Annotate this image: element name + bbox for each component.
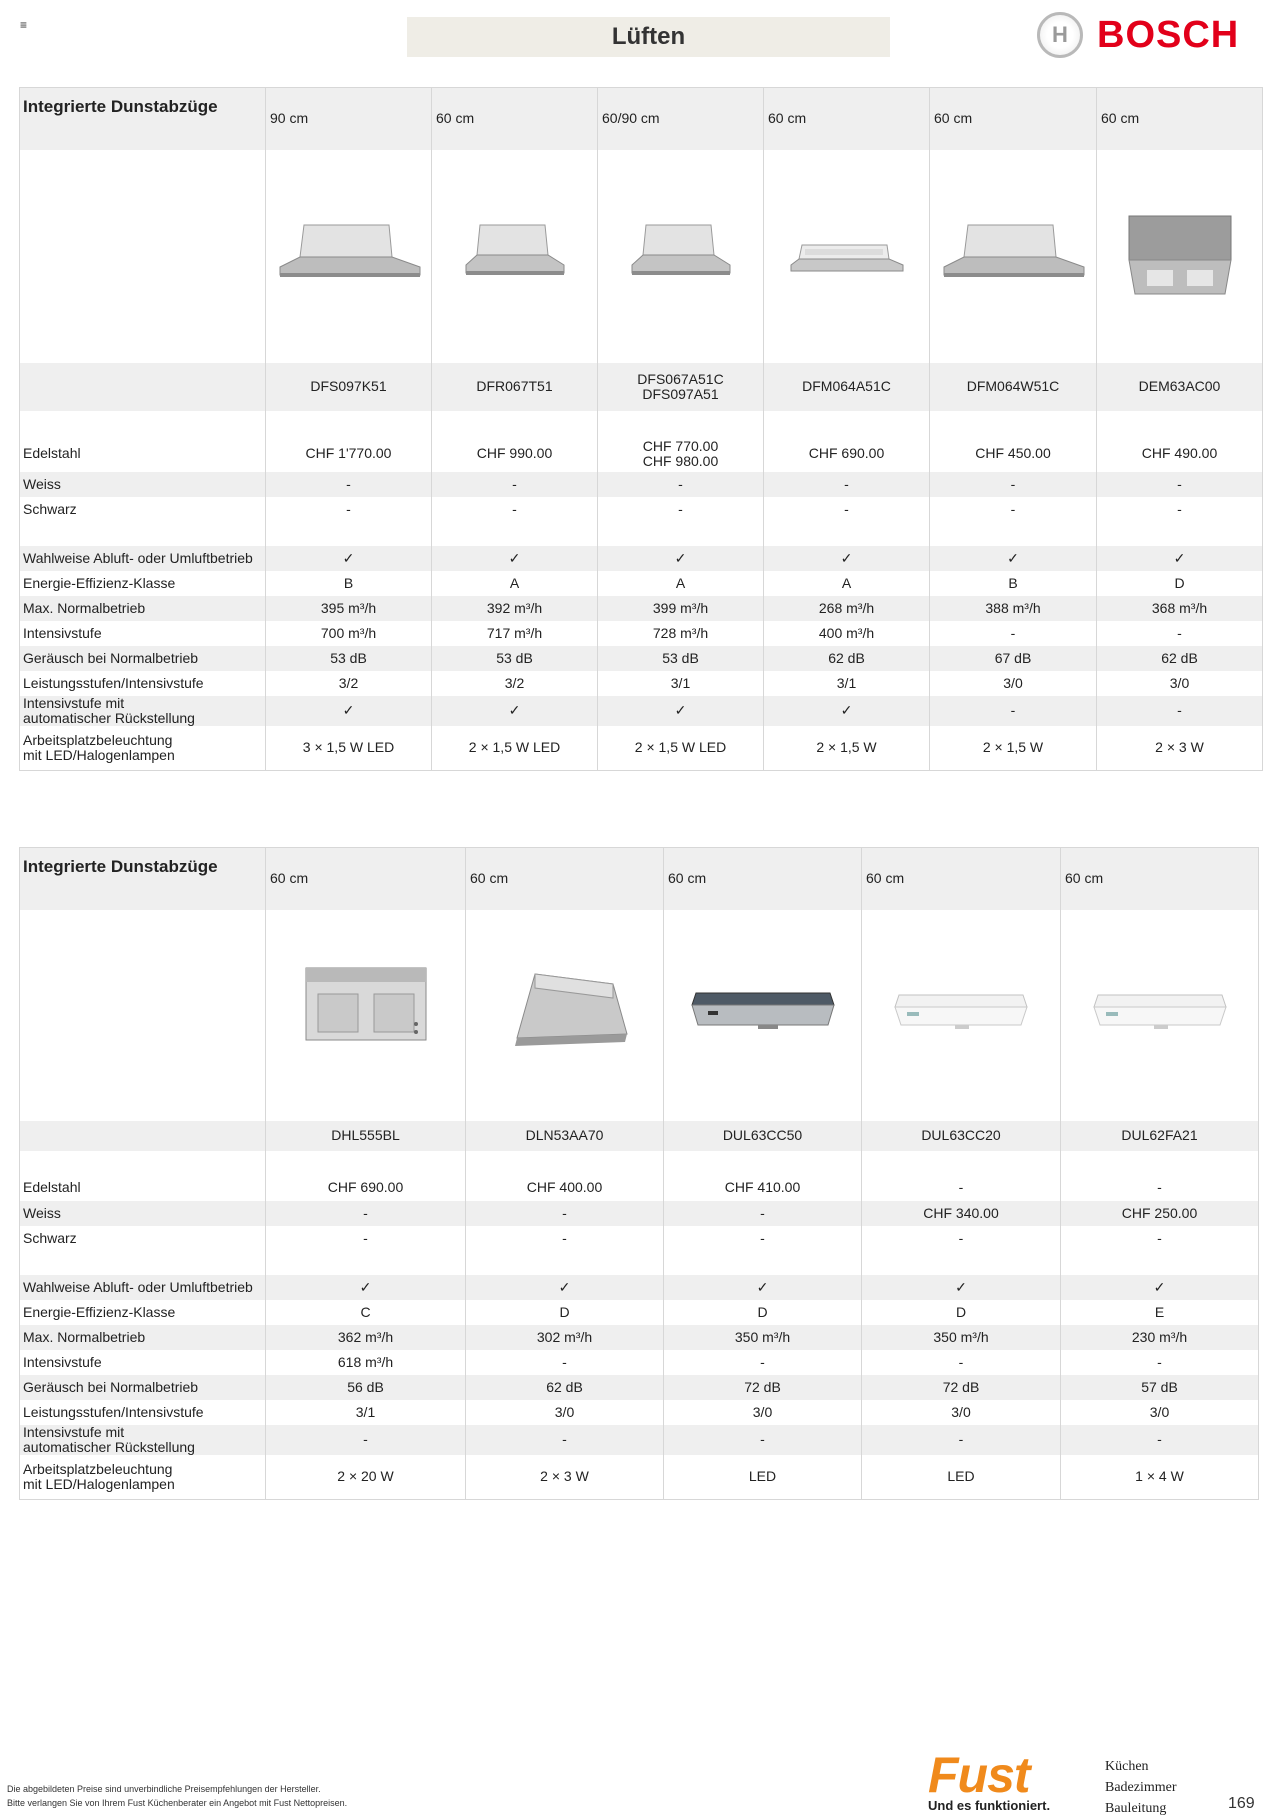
spec-value: 67 dB [930, 646, 1097, 671]
model-number: DFS097K51 [266, 363, 432, 411]
spec-value: - [930, 472, 1097, 497]
spec-label: Energie-Effizienz-Klasse [23, 574, 176, 591]
model-number: DUL63CC50 [664, 1121, 862, 1151]
spec-value: ✓ [266, 696, 432, 726]
product-image [764, 150, 930, 363]
spec-row-intensivstufe [20, 1350, 1259, 1375]
spec-value: 700 m³/h [266, 621, 432, 646]
spec-value: CHF 450.00 [930, 436, 1097, 472]
spacer-cell [930, 411, 1097, 436]
spec-value: ✓ [664, 1275, 862, 1300]
width-label: 60 cm [466, 848, 664, 910]
spec-value: - [266, 1201, 466, 1226]
product-image [432, 150, 598, 363]
spec-value: 3/2 [266, 671, 432, 696]
spec-value: - [862, 1226, 1061, 1251]
spec-value: E [1061, 1300, 1259, 1325]
spacer-cell [1061, 1151, 1259, 1175]
spec-value: - [930, 696, 1097, 726]
model-number: DFR067T51 [432, 363, 598, 411]
model-number: DFS067A51C DFS097A51 [598, 363, 764, 411]
spec-value: CHF 490.00 [1097, 436, 1263, 472]
spec-value: 362 m³/h [266, 1325, 466, 1350]
spec-value: LED [664, 1455, 862, 1500]
spec-value: - [466, 1226, 664, 1251]
spec-value: 62 dB [466, 1375, 664, 1400]
spec-value: 395 m³/h [266, 596, 432, 621]
spacer-cell [764, 411, 930, 436]
width-label: 60 cm [764, 88, 930, 150]
spec-value: ✓ [432, 546, 598, 571]
spec-label: Arbeitsplatzbeleuchtung mit LED/Halogenlampen [23, 1460, 175, 1492]
spec-value: - [862, 1425, 1061, 1455]
fust-services [1105, 1756, 1177, 1819]
spacer-cell [432, 522, 598, 546]
spec-value: 3/0 [466, 1400, 664, 1425]
width-label: 60 cm [664, 848, 862, 910]
spacer-cell [20, 1151, 266, 1175]
spec-value: CHF 770.00 CHF 980.00 [598, 436, 764, 472]
spec-label: Intensivstufe [23, 1353, 102, 1370]
spec-value: - [266, 472, 432, 497]
spacer-cell [1061, 1251, 1259, 1275]
spec-label: Max. Normalbetrieb [20, 596, 266, 621]
spec-value: B [930, 571, 1097, 596]
footnote-line-2: Bitte verlangen Sie von Ihrem Fust Küchenberater ein Angebot mit Fust Nettopreisen. [7, 1798, 348, 1808]
spacer-cell [930, 522, 1097, 546]
spec-row-ger-usch-bei-normalbetrieb [20, 646, 1263, 671]
spec-value: 618 m³/h [266, 1350, 466, 1375]
spec-label: Edelstahl [23, 445, 81, 461]
spec-value: 350 m³/h [664, 1325, 862, 1350]
range-hood-icon [495, 954, 635, 1077]
spec-value: ✓ [266, 1275, 466, 1300]
footnote-line-1: Die abgebildeten Preise sind unverbindliche Preisempfehlungen der Hersteller. [7, 1784, 321, 1794]
spec-label: Geräusch bei Normalbetrieb [20, 646, 266, 671]
spec-value: 72 dB [664, 1375, 862, 1400]
spec-value: 728 m³/h [598, 621, 764, 646]
spec-row-schwarz [20, 1226, 1259, 1251]
spec-value: CHF 990.00 [432, 436, 598, 472]
spec-value: CHF 690.00 [266, 1175, 466, 1201]
width-label: 60/90 cm [598, 88, 764, 150]
model-row [20, 363, 1263, 411]
width-label: 90 cm [266, 88, 432, 150]
spec-value: - [1097, 472, 1263, 497]
product-image [266, 150, 432, 363]
service-bauleitung: Bauleitung [1105, 1801, 1167, 1816]
fust-logo [928, 1747, 1051, 1813]
spec-value: - [1061, 1350, 1259, 1375]
spec-value: 3/1 [598, 671, 764, 696]
range-hood-icon [938, 215, 1088, 298]
model-row-label [20, 363, 266, 411]
spec-value: 2 × 3 W [466, 1455, 664, 1500]
spec-value: - [1061, 1425, 1259, 1455]
width-label: 60 cm [432, 88, 598, 150]
spec-value: - [930, 621, 1097, 646]
spec-value: - [1061, 1175, 1259, 1201]
spec-value: D [1097, 571, 1263, 596]
spec-label: Leistungsstufen/Intensivstufe [23, 1403, 204, 1420]
spec-value: ✓ [764, 546, 930, 571]
spacer-cell [466, 1251, 664, 1275]
spec-label: Weiss [20, 1201, 266, 1226]
spec-value: 53 dB [432, 646, 598, 671]
spec-value: - [862, 1350, 1061, 1375]
spec-row-wahlweise-abluft-oder-umluftbetrieb [20, 1275, 1259, 1300]
spec-value: 388 m³/h [930, 596, 1097, 621]
spec-value: ✓ [1097, 546, 1263, 571]
spec-value: CHF 340.00 [862, 1201, 1061, 1226]
spec-label: Edelstahl [23, 1179, 81, 1195]
range-hood-icon [891, 979, 1031, 1052]
spec-value: 3 × 1,5 W LED [266, 726, 432, 771]
spacer-row [20, 411, 1263, 436]
spec-row-leistungsstufen-intensivstufe [20, 1400, 1259, 1425]
spacer-cell [466, 1151, 664, 1175]
service-badezimmer: Badezimmer [1105, 1780, 1177, 1795]
page-number: 169 [1228, 1795, 1255, 1812]
spec-value: - [466, 1350, 664, 1375]
spec-value: 2 × 1,5 W [764, 726, 930, 771]
product-image [466, 910, 664, 1121]
spec-label: Intensivstufe mit automatischer Rückstellung [20, 1425, 266, 1455]
spacer-cell [1097, 522, 1263, 546]
spec-value: D [862, 1300, 1061, 1325]
spec-value: ✓ [598, 546, 764, 571]
spec-value: - [432, 472, 598, 497]
spacer-cell [20, 522, 266, 546]
spec-value: LED [862, 1455, 1061, 1500]
spec-value: - [598, 497, 764, 522]
spec-value: CHF 250.00 [1061, 1201, 1259, 1226]
product-image-row [20, 910, 1259, 1121]
product-image [930, 150, 1097, 363]
spec-value: 399 m³/h [598, 596, 764, 621]
spec-value: B [266, 571, 432, 596]
spec-row-edelstahl [20, 1175, 1259, 1201]
range-hood-icon [1090, 979, 1230, 1052]
spec-value: ✓ [1061, 1275, 1259, 1300]
image-row-label [20, 150, 266, 363]
spec-value: - [1061, 1226, 1259, 1251]
product-image [664, 910, 862, 1121]
spec-value: - [466, 1425, 664, 1455]
comparison-table-1 [19, 87, 1263, 771]
price-footnote [7, 1782, 347, 1810]
spec-value: - [266, 1226, 466, 1251]
spacer-cell [664, 1251, 862, 1275]
spec-value: - [764, 472, 930, 497]
spec-value: 392 m³/h [432, 596, 598, 621]
spacer-cell [266, 1251, 466, 1275]
service-kuechen: Küchen [1105, 1759, 1149, 1774]
spec-value: - [764, 497, 930, 522]
spec-value: 2 × 1,5 W LED [598, 726, 764, 771]
model-number: DFM064W51C [930, 363, 1097, 411]
spec-value: 2 × 20 W [266, 1455, 466, 1500]
spacer-cell [764, 522, 930, 546]
spec-value: - [432, 497, 598, 522]
spec-value: 3/0 [1097, 671, 1263, 696]
spec-value: 57 dB [1061, 1375, 1259, 1400]
spec-value: 62 dB [764, 646, 930, 671]
spec-label: Arbeitsplatzbeleuchtung mit LED/Halogenlampen [23, 731, 175, 763]
product-image [598, 150, 764, 363]
spec-row-energie-effizienz-klasse [20, 1300, 1259, 1325]
comparison-table-2 [19, 847, 1259, 1500]
spec-row-arbeitsplatzbeleuchtung [20, 726, 1263, 771]
spec-value: 3/0 [1061, 1400, 1259, 1425]
fust-slogan: Und es funktioniert. [928, 1798, 1051, 1813]
range-hood-icon [787, 215, 907, 298]
range-hood-icon [460, 215, 570, 298]
spec-value: D [664, 1300, 862, 1325]
spacer-cell [266, 522, 432, 546]
model-number: DHL555BL [266, 1121, 466, 1151]
spec-value: - [862, 1175, 1061, 1201]
spec-row-intensivstufe-mit [20, 696, 1263, 726]
spec-value: CHF 1'770.00 [266, 436, 432, 472]
page-title: Lüften [407, 17, 890, 57]
spec-value: - [466, 1201, 664, 1226]
spacer-cell [862, 1251, 1061, 1275]
model-number: DEM63AC00 [1097, 363, 1263, 411]
menu-icon[interactable]: ≡ [20, 18, 28, 32]
spec-label: Max. Normalbetrieb [20, 1325, 266, 1350]
product-image [1061, 910, 1259, 1121]
spec-value: 3/0 [930, 671, 1097, 696]
spec-value: 302 m³/h [466, 1325, 664, 1350]
model-number: DFM064A51C [764, 363, 930, 411]
spec-value: - [664, 1226, 862, 1251]
spec-row-wahlweise-abluft-oder-umluftbetrieb [20, 546, 1263, 571]
spacer-row [20, 1151, 1259, 1175]
spec-row-schwarz [20, 497, 1263, 522]
spacer-cell [862, 1151, 1061, 1175]
width-label: 60 cm [266, 848, 466, 910]
spec-value: 2 × 3 W [1097, 726, 1263, 771]
model-number: DUL63CC20 [862, 1121, 1061, 1151]
spec-row-max-normalbetrieb [20, 596, 1263, 621]
spec-value: - [266, 1425, 466, 1455]
model-row-label [20, 1121, 266, 1151]
spec-value: 717 m³/h [432, 621, 598, 646]
range-hood-icon [296, 954, 436, 1077]
range-hood-icon [274, 215, 424, 298]
spec-row-arbeitsplatzbeleuchtung [20, 1455, 1259, 1500]
spec-row-edelstahl [20, 436, 1263, 472]
spec-value: CHF 690.00 [764, 436, 930, 472]
range-hood-icon [688, 979, 838, 1052]
spec-value: - [266, 497, 432, 522]
spec-value: 56 dB [266, 1375, 466, 1400]
spec-value: 3/2 [432, 671, 598, 696]
spec-value: - [1097, 696, 1263, 726]
spec-value: ✓ [432, 696, 598, 726]
spec-label: Leistungsstufen/Intensivstufe [23, 674, 204, 691]
bosch-armature-icon [1037, 12, 1083, 58]
spec-label: Intensivstufe [23, 624, 102, 641]
spec-value: A [764, 571, 930, 596]
spec-value: 368 m³/h [1097, 596, 1263, 621]
spec-value: - [1097, 497, 1263, 522]
width-label: 60 cm [930, 88, 1097, 150]
spec-value: C [266, 1300, 466, 1325]
spec-value: 2 × 1,5 W LED [432, 726, 598, 771]
spacer-cell [598, 522, 764, 546]
range-hood-icon [626, 215, 736, 298]
bosch-wordmark: BOSCH [1097, 13, 1240, 56]
spacer-cell [598, 411, 764, 436]
spec-value: 1 × 4 W [1061, 1455, 1259, 1500]
spec-value: CHF 400.00 [466, 1175, 664, 1201]
spec-value: A [432, 571, 598, 596]
spec-row-leistungsstufen-intensivstufe [20, 671, 1263, 696]
spec-label: Intensivstufe mit automatischer Rückstellung [20, 696, 266, 726]
range-hood-icon [1125, 210, 1235, 303]
spec-value: 62 dB [1097, 646, 1263, 671]
spec-value: D [466, 1300, 664, 1325]
spec-value: 350 m³/h [862, 1325, 1061, 1350]
spec-label: Schwarz [23, 500, 77, 517]
spacer-row [20, 1251, 1259, 1275]
spec-value: 3/0 [664, 1400, 862, 1425]
spacer-cell [20, 411, 266, 436]
spec-value: ✓ [764, 696, 930, 726]
spec-value: 230 m³/h [1061, 1325, 1259, 1350]
spec-value: ✓ [862, 1275, 1061, 1300]
spec-value: 268 m³/h [764, 596, 930, 621]
spacer-cell [432, 411, 598, 436]
spec-value: 400 m³/h [764, 621, 930, 646]
spec-value: - [664, 1425, 862, 1455]
spec-row-energie-effizienz-klasse [20, 571, 1263, 596]
section-title: Integrierte Dunstabzüge [20, 848, 266, 910]
product-image [862, 910, 1061, 1121]
spec-label: Energie-Effizienz-Klasse [23, 1303, 176, 1320]
spec-value: - [930, 497, 1097, 522]
table-header-row [20, 848, 1259, 910]
spec-row-ger-usch-bei-normalbetrieb [20, 1375, 1259, 1400]
spec-row-weiss [20, 472, 1263, 497]
spec-row-max-normalbetrieb [20, 1325, 1259, 1350]
model-number: DLN53AA70 [466, 1121, 664, 1151]
width-label: 60 cm [862, 848, 1061, 910]
spec-label: Wahlweise Abluft- oder Umluftbetrieb [20, 1275, 266, 1300]
spec-row-weiss [20, 1201, 1259, 1226]
product-image [266, 910, 466, 1121]
spec-value: - [664, 1201, 862, 1226]
model-number: DUL62FA21 [1061, 1121, 1259, 1151]
spec-value: ✓ [266, 546, 432, 571]
spec-value: - [598, 472, 764, 497]
spec-value: ✓ [598, 696, 764, 726]
spacer-cell [664, 1151, 862, 1175]
table-header-row [20, 88, 1263, 150]
section-title: Integrierte Dunstabzüge [20, 88, 266, 150]
spec-value: 72 dB [862, 1375, 1061, 1400]
spec-value: - [1097, 621, 1263, 646]
spec-value: ✓ [930, 546, 1097, 571]
spacer-cell [266, 411, 432, 436]
spec-row-intensivstufe [20, 621, 1263, 646]
spec-value: - [664, 1350, 862, 1375]
spec-value: ✓ [466, 1275, 664, 1300]
spec-value: 53 dB [266, 646, 432, 671]
spec-value: 3/1 [266, 1400, 466, 1425]
bosch-logo [1037, 12, 1239, 58]
image-row-label [20, 910, 266, 1121]
model-row [20, 1121, 1259, 1151]
spacer-cell [1097, 411, 1263, 436]
spec-label: Weiss [20, 472, 266, 497]
spec-label: Geräusch bei Normalbetrieb [20, 1375, 266, 1400]
spec-value: A [598, 571, 764, 596]
width-label: 60 cm [1097, 88, 1263, 150]
spec-label: Schwarz [23, 1229, 77, 1246]
spec-value: 3/0 [862, 1400, 1061, 1425]
spacer-cell [20, 1251, 266, 1275]
spec-value: 3/1 [764, 671, 930, 696]
spec-row-intensivstufe-mit [20, 1425, 1259, 1455]
spec-value: CHF 410.00 [664, 1175, 862, 1201]
product-image-row [20, 150, 1263, 363]
width-label: 60 cm [1061, 848, 1259, 910]
product-image [1097, 150, 1263, 363]
spec-value: 2 × 1,5 W [930, 726, 1097, 771]
spacer-row [20, 522, 1263, 546]
spacer-cell [266, 1151, 466, 1175]
fust-wordmark: Fust [928, 1747, 1030, 1803]
spec-value: 53 dB [598, 646, 764, 671]
spec-label: Wahlweise Abluft- oder Umluftbetrieb [20, 546, 266, 571]
bosch-armature-letter: H [1052, 22, 1068, 47]
